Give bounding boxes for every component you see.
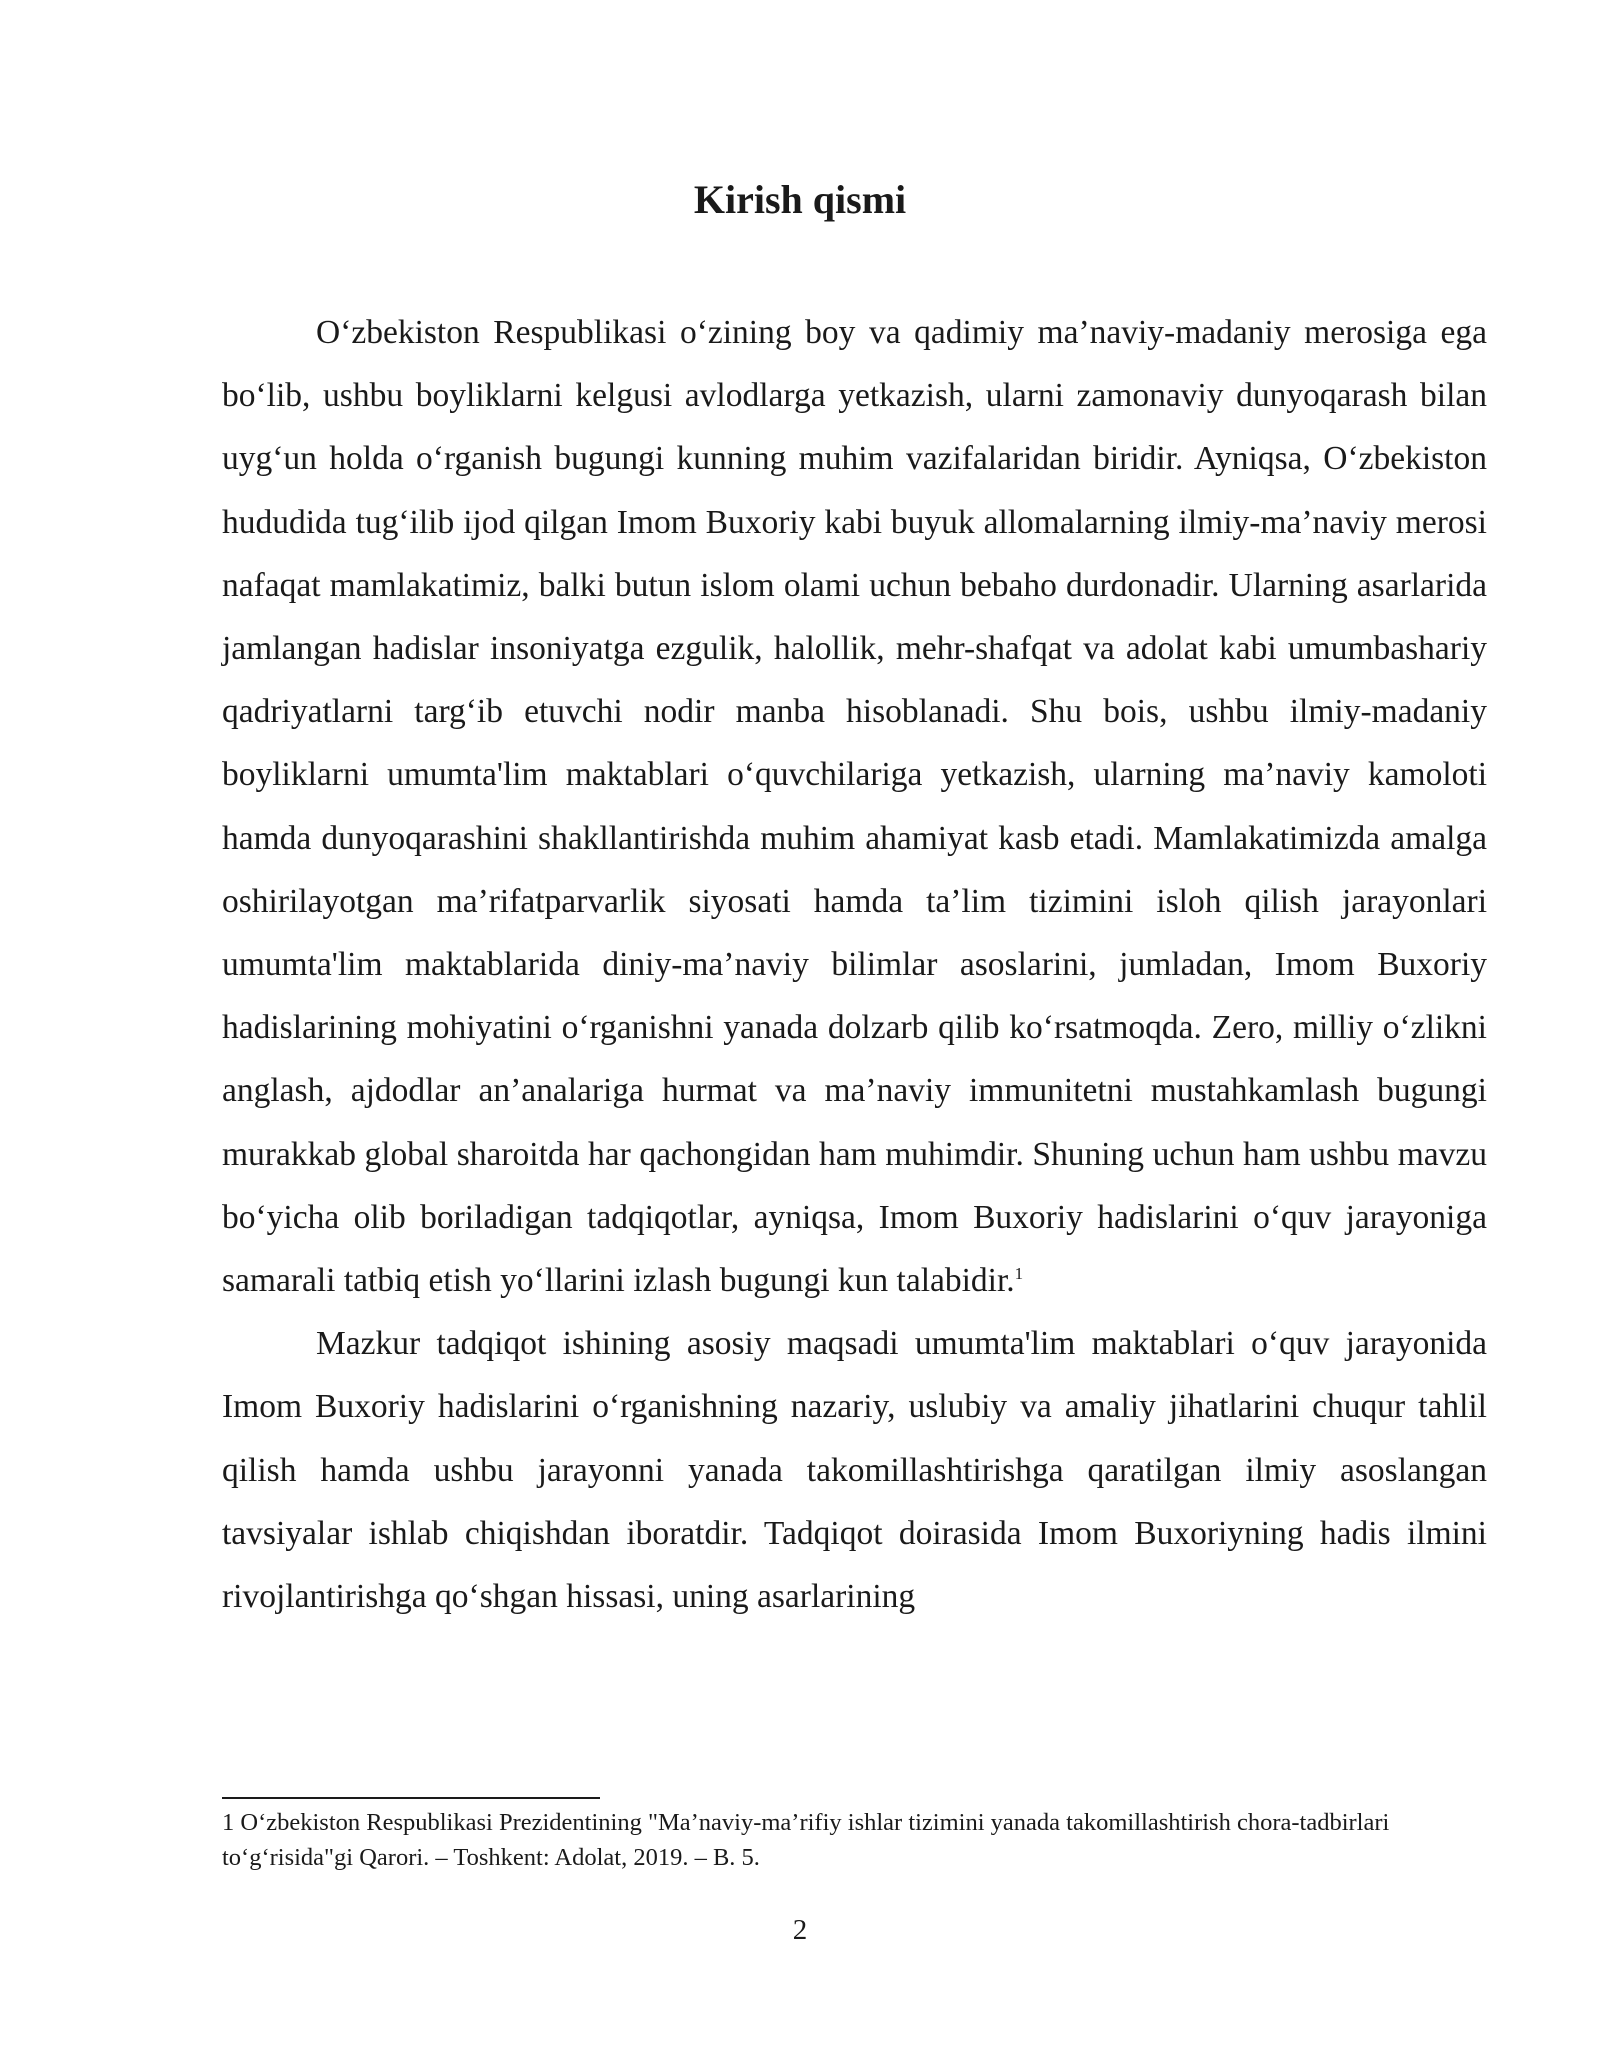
page-title: Kirish qismi bbox=[693, 176, 907, 222]
footnote-number: 1 bbox=[222, 1809, 235, 1836]
paragraph-2-text: Mazkur tadqiqot ishining asosiy maqsadi umumta'lim maktablari o‘quv jarayonida Imom Buxoriy hadislarini o‘rganishning nazariy, uslubiy va amaliy jihatlarini chuqur tahlil qilish hamda ushbu jarayonni yanada takomillashtirishga qaratilgan ilmiy asoslangan tavsiyalar ishlab chiqishdan iboratdir. Tadqiqot doirasida Imom Buxoriyning hadis ilmini rivojlantirishga qo‘shgan hissasi, uning asarlarining bbox=[222, 1325, 1487, 1616]
footnote bbox=[222, 1805, 1487, 1875]
page-number: 2 bbox=[792, 1914, 808, 1946]
footnote-separator bbox=[222, 1797, 600, 1799]
paragraph-1 bbox=[222, 301, 1487, 1312]
body-text bbox=[222, 301, 1487, 1628]
paragraph-1-text: O‘zbekiston Respublikasi o‘zining boy va qadimiy ma’naviy-madaniy merosiga ega bo‘lib, ushbu boyliklarni kelgusi avlodlarga yetkazish, ularni zamonaviy dunyoqarash bilan uyg‘un holda o‘rganish bugungi kunning muhim vazifalaridan biridir. Ayniqsa, O‘zbekiston hududida tug‘ilib ijod qilgan Imom Buxoriy kabi buyuk allomalarning ilmiy-ma’naviy merosi nafaqat mamlakatimiz, balki butun islom olami uchun bebaho durdonadir. Ularning asarlarida jamlangan hadislar insoniyatga ezgulik, halollik, mehr-shafqat va adolat kabi umumbashariy qadriyatlarni targ‘ib etuvchi nodir manba hisoblanadi. Shu bois, ushbu ilmiy-madaniy boyliklarni umumta'lim maktablari o‘quvchilariga yetkazish, ularning ma’naviy kamoloti hamda dunyoqarashini shakllantirishda muhim ahamiyat kasb etadi. Mamlakatimizda amalga oshirilayotgan ma’rifatparvarlik siyosati hamda ta’lim tizimini isloh qilish jarayonlari umumta'lim maktablarida diniy-ma’naviy bilimlar asoslarini, jumladan, Imom Buxoriy hadislarining mohiyatini o‘rganishni yanada dolzarb qilib ko‘rsatmoqda. Zero, milliy o‘zlikni anglash, ajdodlar an’analariga hurmat va ma’naviy immunitetni mustahkamlash bugungi murakkab global sharoitda har qachongidan ham muhimdir. Shuning uchun ham ushbu mavzu bo‘yicha olib boriladigan tadqiqotlar, ayniqsa, Imom Buxoriy hadislarini o‘quv jarayoniga samarali tatbiq etish yo‘llarini izlash bugungi kun talabidir. bbox=[222, 314, 1487, 1300]
paragraph-2 bbox=[222, 1312, 1487, 1628]
footnote-text: O‘zbekiston Respublikasi Prezidentining "Ma’naviy-ma’rifiy ishlar tizimini yanada takomillashtirish chora-tadbirlari to‘g‘risida"gi Qarori. – Toshkent: Adolat, 2019. – B. 5. bbox=[222, 1809, 1390, 1871]
footnote-reference[interactable]: 1 bbox=[1014, 1263, 1024, 1283]
